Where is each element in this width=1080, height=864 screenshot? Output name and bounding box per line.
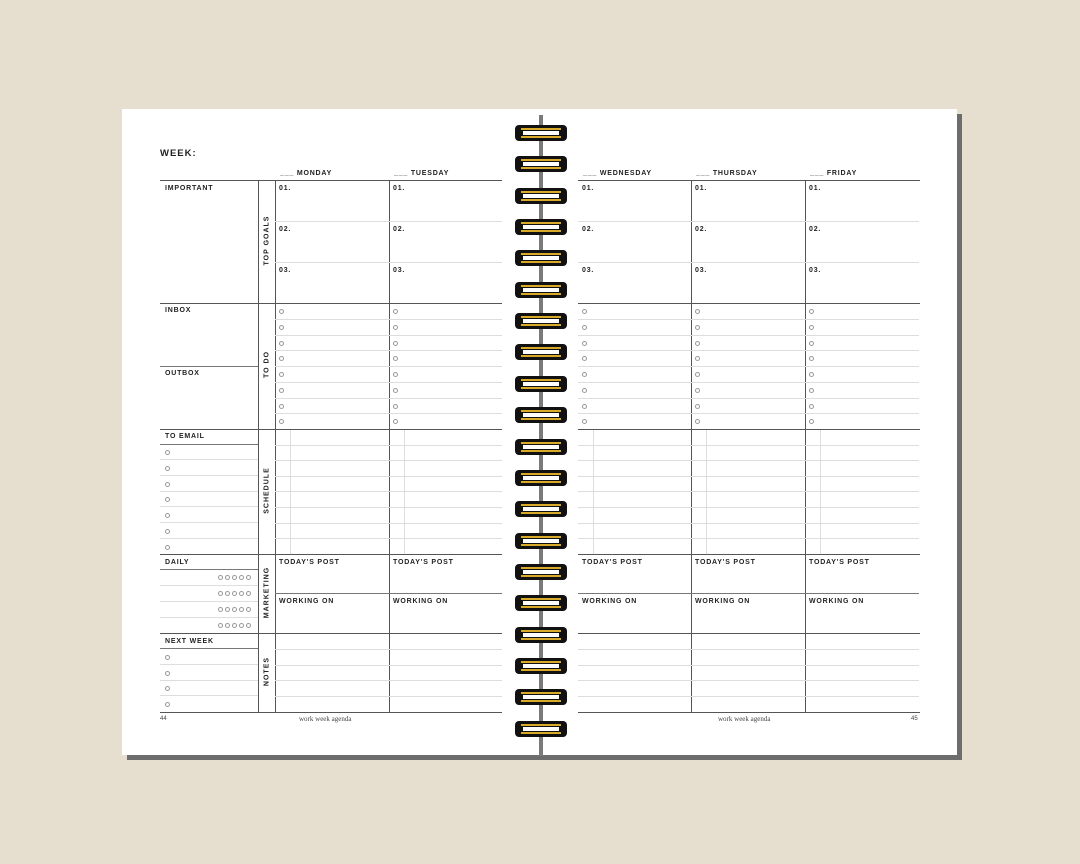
schedule-line bbox=[389, 538, 502, 539]
schedule-line bbox=[389, 507, 502, 508]
goal-number: 02. bbox=[582, 226, 595, 233]
todo-circle[interactable] bbox=[393, 309, 398, 314]
working-on-label: WORKING ON bbox=[279, 598, 335, 605]
daily-label: DAILY bbox=[165, 559, 190, 566]
todo-circle[interactable] bbox=[393, 325, 398, 330]
checkbox-circle[interactable] bbox=[165, 482, 170, 487]
goal-number: 01. bbox=[582, 185, 595, 192]
line bbox=[160, 585, 258, 586]
habit-circle[interactable] bbox=[225, 591, 230, 596]
schedule-line bbox=[805, 507, 919, 508]
todo-line bbox=[578, 382, 692, 383]
todo-line bbox=[691, 398, 805, 399]
working-on-label: WORKING ON bbox=[582, 598, 638, 605]
schedule-line bbox=[389, 476, 502, 477]
goal-line bbox=[691, 221, 805, 222]
todo-line bbox=[578, 413, 692, 414]
goal-number: 03. bbox=[695, 267, 708, 274]
schedule-line bbox=[805, 445, 919, 446]
schedule-line bbox=[691, 460, 805, 461]
spiral-ring bbox=[515, 313, 567, 329]
todo-line bbox=[805, 382, 919, 383]
habit-circle[interactable] bbox=[246, 591, 251, 596]
todo-line bbox=[389, 366, 502, 367]
todo-circle[interactable] bbox=[279, 309, 284, 314]
spiral-ring bbox=[515, 125, 567, 141]
goal-number: 01. bbox=[393, 185, 406, 192]
todo-line bbox=[805, 319, 919, 320]
todo-circle[interactable] bbox=[279, 325, 284, 330]
spiral-ring bbox=[515, 501, 567, 517]
section-rule bbox=[160, 429, 502, 430]
todo-line bbox=[389, 413, 502, 414]
line bbox=[160, 680, 258, 681]
todays-post-label: TODAY'S POST bbox=[279, 559, 340, 566]
todo-circle[interactable] bbox=[582, 341, 587, 346]
habit-circle[interactable] bbox=[246, 575, 251, 580]
notes-line bbox=[691, 680, 805, 681]
section-rule bbox=[578, 429, 920, 430]
notes-line bbox=[805, 680, 919, 681]
todo-circle[interactable] bbox=[695, 325, 700, 330]
goal-line bbox=[805, 221, 919, 222]
spiral-ring bbox=[515, 282, 567, 298]
left-page-number: 44 bbox=[160, 716, 167, 722]
todo-line bbox=[691, 350, 805, 351]
notes-line bbox=[275, 665, 389, 666]
schedule-time-divider bbox=[706, 430, 707, 554]
section-rule bbox=[578, 554, 920, 555]
important-label: IMPORTANT bbox=[165, 185, 214, 192]
marketing-divider bbox=[389, 593, 502, 594]
todo-line bbox=[275, 382, 389, 383]
todo-line bbox=[691, 335, 805, 336]
notes-line bbox=[805, 696, 919, 697]
schedule-line bbox=[275, 460, 389, 461]
todo-line bbox=[578, 350, 692, 351]
todays-post-label: TODAY'S POST bbox=[695, 559, 756, 566]
todo-circle[interactable] bbox=[809, 404, 814, 409]
checkbox-circle[interactable] bbox=[165, 545, 170, 550]
outbox-rule bbox=[160, 366, 258, 367]
schedule-line bbox=[389, 460, 502, 461]
right-page-number: 45 bbox=[911, 716, 918, 722]
todo-line bbox=[691, 413, 805, 414]
notes-line bbox=[389, 680, 502, 681]
left-footer-title: work week agenda bbox=[299, 715, 352, 723]
goal-line bbox=[389, 221, 502, 222]
habit-circle[interactable] bbox=[232, 575, 237, 580]
habit-circle[interactable] bbox=[218, 607, 223, 612]
todo-line bbox=[805, 398, 919, 399]
todo-line bbox=[275, 350, 389, 351]
section-rule bbox=[160, 554, 502, 555]
goal-line bbox=[578, 221, 692, 222]
schedule-line bbox=[389, 491, 502, 492]
section-rule bbox=[160, 633, 502, 634]
spiral-ring bbox=[515, 533, 567, 549]
day-header-3: ___ THURSDAY bbox=[696, 170, 758, 177]
schedule-line bbox=[578, 460, 692, 461]
spiral-ring bbox=[515, 564, 567, 580]
todo-circle[interactable] bbox=[809, 325, 814, 330]
line bbox=[160, 459, 258, 460]
habit-circle[interactable] bbox=[225, 607, 230, 612]
day-divider bbox=[805, 180, 806, 712]
side-label-to-do: TO DO bbox=[263, 350, 270, 379]
habit-circle[interactable] bbox=[239, 575, 244, 580]
goal-line bbox=[691, 262, 805, 263]
spiral-ring bbox=[515, 721, 567, 737]
habit-circle[interactable] bbox=[218, 575, 223, 580]
checkbox-circle[interactable] bbox=[165, 450, 170, 455]
notes-line bbox=[275, 649, 389, 650]
day-header-4: ___ FRIDAY bbox=[810, 170, 858, 177]
notes-line bbox=[275, 680, 389, 681]
spiral-ring bbox=[515, 376, 567, 392]
working-on-label: WORKING ON bbox=[393, 598, 449, 605]
habit-circle[interactable] bbox=[225, 575, 230, 580]
day-header-0: ___ MONDAY bbox=[280, 170, 333, 177]
schedule-line bbox=[275, 445, 389, 446]
schedule-line bbox=[578, 507, 692, 508]
goal-number: 02. bbox=[279, 226, 292, 233]
checkbox-circle[interactable] bbox=[165, 466, 170, 471]
schedule-line bbox=[275, 523, 389, 524]
next-week-label: NEXT WEEK bbox=[165, 638, 214, 645]
notes-line bbox=[578, 665, 692, 666]
schedule-line bbox=[389, 523, 502, 524]
goal-line bbox=[805, 262, 919, 263]
day-header-1: ___ TUESDAY bbox=[394, 170, 450, 177]
todo-line bbox=[389, 335, 502, 336]
schedule-line bbox=[275, 507, 389, 508]
todo-line bbox=[389, 398, 502, 399]
line bbox=[160, 695, 258, 696]
todo-line bbox=[805, 413, 919, 414]
goal-number: 03. bbox=[279, 267, 292, 274]
day-divider bbox=[691, 180, 692, 712]
marketing-divider bbox=[691, 593, 805, 594]
todo-circle[interactable] bbox=[393, 404, 398, 409]
checkbox-circle[interactable] bbox=[165, 671, 170, 676]
goal-number: 02. bbox=[695, 226, 708, 233]
schedule-line bbox=[578, 491, 692, 492]
habit-circle[interactable] bbox=[225, 623, 230, 628]
todo-line bbox=[691, 366, 805, 367]
todo-line bbox=[275, 335, 389, 336]
schedule-line bbox=[805, 523, 919, 524]
daily-rule bbox=[160, 569, 258, 570]
todo-circle[interactable] bbox=[279, 341, 284, 346]
section-rule bbox=[578, 303, 920, 304]
marketing-divider bbox=[275, 593, 389, 594]
todo-line bbox=[275, 398, 389, 399]
schedule-line bbox=[275, 491, 389, 492]
schedule-time-divider bbox=[290, 430, 291, 554]
line bbox=[160, 506, 258, 507]
todo-line bbox=[805, 350, 919, 351]
schedule-line bbox=[691, 538, 805, 539]
to-email-label: TO EMAIL bbox=[165, 433, 205, 440]
side-label-schedule: SCHEDULE bbox=[263, 466, 270, 514]
side-label-top-goals: TOP GOALS bbox=[263, 215, 270, 265]
habit-circle[interactable] bbox=[239, 607, 244, 612]
checkbox-circle[interactable] bbox=[165, 655, 170, 660]
habit-circle[interactable] bbox=[239, 591, 244, 596]
spiral-ring bbox=[515, 344, 567, 360]
notes-line bbox=[805, 665, 919, 666]
todo-line bbox=[389, 350, 502, 351]
todo-circle[interactable] bbox=[809, 372, 814, 377]
goal-line bbox=[275, 262, 389, 263]
line bbox=[160, 538, 258, 539]
notes-line bbox=[691, 649, 805, 650]
todo-line bbox=[389, 382, 502, 383]
todo-circle[interactable] bbox=[695, 341, 700, 346]
line bbox=[160, 601, 258, 602]
todo-circle[interactable] bbox=[582, 325, 587, 330]
day-header-2: ___ WEDNESDAY bbox=[583, 170, 652, 177]
notes-line bbox=[275, 696, 389, 697]
to-email-rule bbox=[160, 444, 258, 445]
schedule-line bbox=[578, 523, 692, 524]
todo-circle[interactable] bbox=[809, 341, 814, 346]
schedule-line bbox=[578, 476, 692, 477]
spiral-ring bbox=[515, 627, 567, 643]
checkbox-circle[interactable] bbox=[165, 529, 170, 534]
notes-line bbox=[389, 696, 502, 697]
marketing-divider bbox=[805, 593, 919, 594]
habit-circle[interactable] bbox=[218, 623, 223, 628]
spiral-ring bbox=[515, 595, 567, 611]
habit-circle[interactable] bbox=[246, 607, 251, 612]
todo-circle[interactable] bbox=[279, 388, 284, 393]
goal-number: 01. bbox=[695, 185, 708, 192]
goal-number: 01. bbox=[809, 185, 822, 192]
working-on-label: WORKING ON bbox=[695, 598, 751, 605]
todo-line bbox=[691, 382, 805, 383]
inbox-label: INBOX bbox=[165, 307, 192, 314]
section-rule bbox=[160, 303, 502, 304]
todo-line bbox=[275, 413, 389, 414]
schedule-line bbox=[691, 476, 805, 477]
header-rule bbox=[160, 180, 502, 181]
todo-line bbox=[805, 335, 919, 336]
schedule-line bbox=[805, 460, 919, 461]
schedule-line bbox=[805, 491, 919, 492]
side-label-notes: NOTES bbox=[263, 656, 270, 686]
notes-line bbox=[578, 680, 692, 681]
goal-number: 03. bbox=[393, 267, 406, 274]
goal-line bbox=[389, 262, 502, 263]
todo-circle[interactable] bbox=[582, 404, 587, 409]
schedule-line bbox=[691, 507, 805, 508]
habit-circle[interactable] bbox=[232, 623, 237, 628]
todo-circle[interactable] bbox=[695, 388, 700, 393]
schedule-time-divider bbox=[593, 430, 594, 554]
todo-circle[interactable] bbox=[393, 372, 398, 377]
schedule-line bbox=[275, 476, 389, 477]
goal-number: 02. bbox=[393, 226, 406, 233]
schedule-line bbox=[691, 491, 805, 492]
todo-circle[interactable] bbox=[582, 372, 587, 377]
todo-circle[interactable] bbox=[279, 404, 284, 409]
notes-line bbox=[578, 696, 692, 697]
goal-number: 03. bbox=[809, 267, 822, 274]
habit-circle[interactable] bbox=[232, 607, 237, 612]
notes-line bbox=[389, 649, 502, 650]
week-label: WEEK: bbox=[160, 148, 197, 159]
schedule-line bbox=[691, 523, 805, 524]
spiral-ring bbox=[515, 156, 567, 172]
schedule-line bbox=[805, 538, 919, 539]
todays-post-label: TODAY'S POST bbox=[582, 559, 643, 566]
todo-line bbox=[578, 398, 692, 399]
todays-post-label: TODAY'S POST bbox=[393, 559, 454, 566]
todo-circle[interactable] bbox=[582, 388, 587, 393]
todo-line bbox=[578, 335, 692, 336]
todo-circle[interactable] bbox=[695, 372, 700, 377]
todo-circle[interactable] bbox=[695, 309, 700, 314]
todo-line bbox=[578, 319, 692, 320]
goal-number: 02. bbox=[809, 226, 822, 233]
todo-circle[interactable] bbox=[695, 404, 700, 409]
schedule-time-divider bbox=[820, 430, 821, 554]
spiral-ring bbox=[515, 188, 567, 204]
section-rule bbox=[578, 633, 920, 634]
todo-circle[interactable] bbox=[393, 388, 398, 393]
todo-line bbox=[275, 366, 389, 367]
line bbox=[160, 522, 258, 523]
schedule-line bbox=[389, 445, 502, 446]
goal-number: 01. bbox=[279, 185, 292, 192]
bottom-rule bbox=[160, 712, 502, 713]
habit-circle[interactable] bbox=[232, 591, 237, 596]
spiral-ring bbox=[515, 689, 567, 705]
schedule-line bbox=[578, 538, 692, 539]
habit-circle[interactable] bbox=[246, 623, 251, 628]
todo-circle[interactable] bbox=[809, 309, 814, 314]
line bbox=[160, 664, 258, 665]
todo-circle[interactable] bbox=[393, 341, 398, 346]
working-on-label: WORKING ON bbox=[809, 598, 865, 605]
todo-line bbox=[578, 366, 692, 367]
notes-line bbox=[691, 696, 805, 697]
outbox-label: OUTBOX bbox=[165, 370, 200, 377]
todo-line bbox=[275, 319, 389, 320]
spiral-ring bbox=[515, 470, 567, 486]
schedule-line bbox=[578, 445, 692, 446]
section-rule bbox=[578, 712, 920, 713]
schedule-time-divider bbox=[404, 430, 405, 554]
todo-line bbox=[389, 319, 502, 320]
notes-line bbox=[805, 649, 919, 650]
spiral-ring bbox=[515, 219, 567, 235]
spiral-ring bbox=[515, 439, 567, 455]
todo-circle[interactable] bbox=[279, 372, 284, 377]
day-divider bbox=[389, 180, 390, 712]
habit-circle[interactable] bbox=[239, 623, 244, 628]
todo-circle[interactable] bbox=[809, 388, 814, 393]
notes-line bbox=[691, 665, 805, 666]
notes-line bbox=[389, 665, 502, 666]
goal-number: 03. bbox=[582, 267, 595, 274]
marketing-divider bbox=[578, 593, 692, 594]
goal-line bbox=[275, 221, 389, 222]
next-week-rule bbox=[160, 648, 258, 649]
notes-line bbox=[578, 649, 692, 650]
todo-line bbox=[805, 366, 919, 367]
spiral-ring bbox=[515, 658, 567, 674]
schedule-line bbox=[691, 445, 805, 446]
header-rule bbox=[578, 180, 920, 181]
spiral-ring bbox=[515, 250, 567, 266]
line bbox=[160, 491, 258, 492]
right-footer-title: work week agenda bbox=[718, 715, 771, 723]
line bbox=[160, 475, 258, 476]
goal-line bbox=[578, 262, 692, 263]
habit-circle[interactable] bbox=[218, 591, 223, 596]
todo-circle[interactable] bbox=[582, 309, 587, 314]
spiral-ring bbox=[515, 407, 567, 423]
todays-post-label: TODAY'S POST bbox=[809, 559, 870, 566]
side-label-marketing: MARKETING bbox=[263, 566, 270, 618]
schedule-line bbox=[275, 538, 389, 539]
todo-line bbox=[691, 319, 805, 320]
schedule-line bbox=[805, 476, 919, 477]
line bbox=[160, 617, 258, 618]
